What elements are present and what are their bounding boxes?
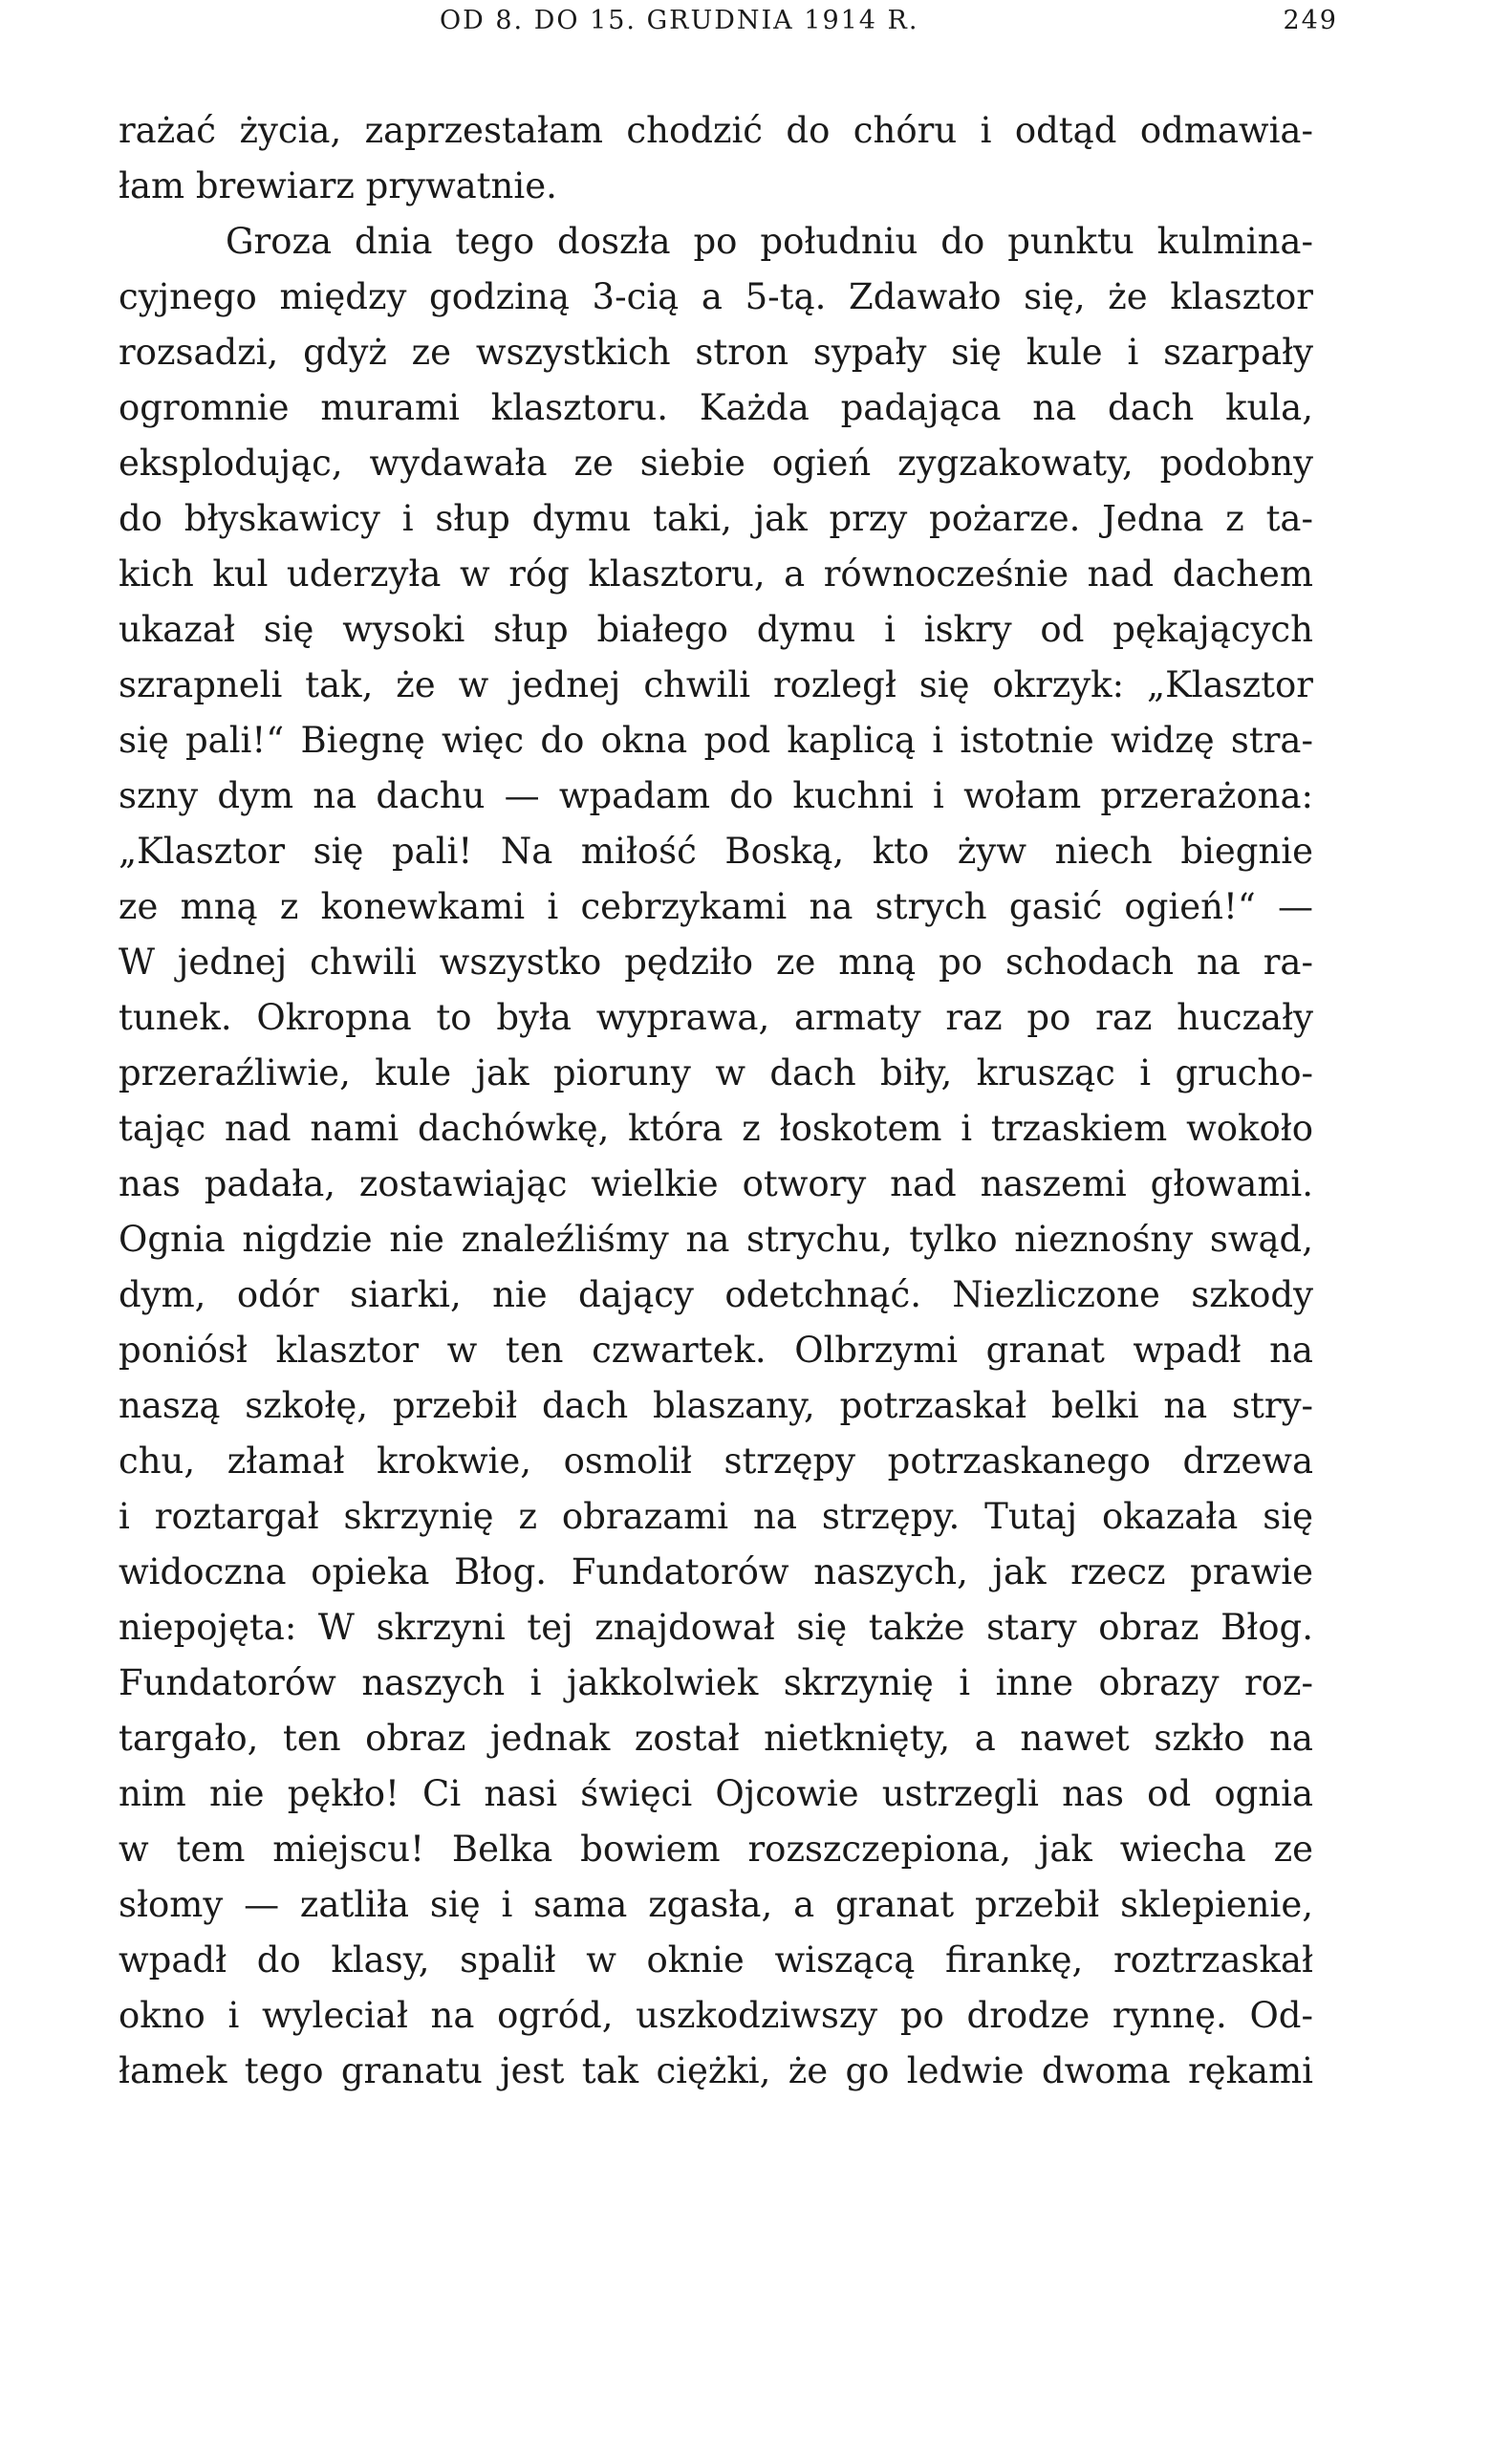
text-line: łam brewiarz prywatnie. — [119, 165, 557, 206]
text-line: Ognia nigdzie nie znaleźliśmy na strychu, tylko nieznośny swąd, — [119, 1219, 1313, 1260]
body-text — [119, 103, 1313, 2099]
text-line: poniósł klasztor w ten czwartek. Olbrzymi granat wpadł na — [119, 1330, 1313, 1371]
text-line: w tem miejscu! Belka bowiem rozszczepiona, jak wiecha ze — [119, 1829, 1313, 1870]
text-line: chu, złamał krokwie, osmolił strzępy potrzaskanego drzewa — [119, 1440, 1313, 1482]
text-line: się pali!“ Biegnę więc do okna pod kaplicą i istotnie widzę stra- — [119, 720, 1313, 761]
text-line: słomy — zatliła się i sama zgasła, a granat przebił sklepienie, — [119, 1884, 1313, 1925]
text-line: niepojęta: W skrzyni tej znajdował się także stary obraz Błog. — [119, 1607, 1313, 1648]
text-line: naszą szkołę, przebił dach blaszany, potrzaskał belki na stry- — [119, 1385, 1313, 1426]
text-line: okno i wyleciał na ogród, uszkodziwszy po drodze rynnę. Od- — [119, 1995, 1313, 2036]
running-title: OD 8. DO 15. GRUDNIA 1914 R. — [440, 6, 919, 35]
text-line: tunek. Okropna to była wyprawa, armaty raz po raz huczały — [119, 997, 1313, 1038]
text-line: widoczna opieka Błog. Fundatorów naszych, jak rzecz prawie — [119, 1551, 1313, 1592]
text-line: W jednej chwili wszystko pędziło ze mną po schodach na ra- — [119, 942, 1313, 983]
text-line: rażać życia, zaprzestałam chodzić do chóru i odtąd odmawia- — [119, 110, 1313, 151]
text-line: wpadł do klasy, spalił w oknie wiszącą firankę, roztrzaskał — [119, 1939, 1313, 1981]
text-line: ukazał się wysoki słup białego dymu i iskry od pękających — [119, 609, 1313, 650]
text-line: nim nie pękło! Ci nasi święci Ojcowie ustrzegli nas od ognia — [119, 1773, 1313, 1814]
text-line: tając nad nami dachówkę, która z łoskotem i trzaskiem wokoło — [119, 1108, 1313, 1149]
text-line: kich kul uderzyła w róg klasztoru, a równocześnie nad dachem — [119, 553, 1313, 595]
text-line: dym, odór siarki, nie dający odetchnąć. Niezliczone szkody — [119, 1274, 1313, 1315]
page-number: 249 — [1283, 6, 1338, 35]
text-line: przeraźliwie, kule jak pioruny w dach biły, krusząc i grucho- — [119, 1052, 1313, 1094]
text-line: „Klasztor się pali! Na miłość Boską, kto żyw niech biegnie — [119, 831, 1313, 872]
text-line: Groza dnia tego doszła po południu do punktu kulmina- — [226, 221, 1313, 262]
text-line: i roztargał skrzynię z obrazami na strzępy. Tutaj okazała się — [119, 1496, 1313, 1537]
text-line: do błyskawicy i słup dymu taki, jak przy pożarze. Jedna z ta- — [119, 498, 1313, 539]
text-line: nas padała, zostawiając wielkie otwory nad naszemi głowami. — [119, 1163, 1313, 1204]
text-line: szny dym na dachu — wpadam do kuchni i wołam przerażona: — [119, 775, 1313, 816]
text-line: rozsadzi, gdyż ze wszystkich stron sypały się kule i szarpały — [119, 332, 1313, 373]
running-head — [440, 6, 1338, 54]
text-line: łamek tego granatu jest tak ciężki, że go ledwie dwoma rękami — [119, 2050, 1313, 2091]
text-line: eksplodując, wydawała ze siebie ogień zygzakowaty, podobny — [119, 443, 1313, 484]
text-line: targało, ten obraz jednak został nietknięty, a nawet szkło na — [119, 1718, 1313, 1759]
text-line: szrapneli tak, że w jednej chwili rozległ się okrzyk: „Klasztor — [119, 664, 1313, 705]
text-line: cyjnego między godziną 3-cią a 5-tą. Zdawało się, że klasztor — [119, 276, 1313, 317]
text-line: ogromnie murami klasztoru. Każda padająca na dach kula, — [119, 387, 1313, 428]
text-line: Fundatorów naszych i jakkolwiek skrzynię i inne obrazy roz- — [119, 1662, 1313, 1703]
text-line: ze mną z konewkami i cebrzykami na strych gasić ogień!“ — — [119, 886, 1313, 927]
